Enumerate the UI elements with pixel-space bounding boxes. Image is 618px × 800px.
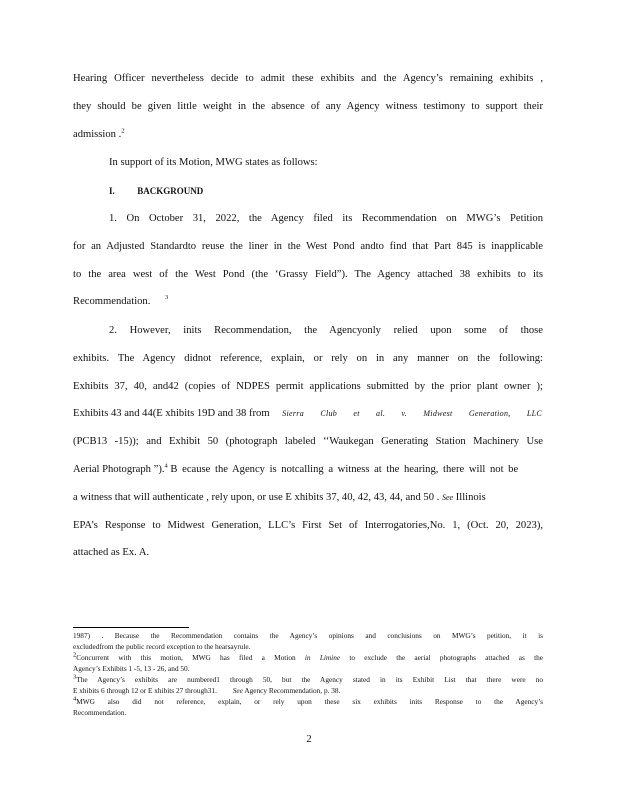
footnote-line: Agency’s Exhibits 1 -5, 13 - 26, and 50. [73,664,190,673]
section-heading [109,186,579,196]
body-line: admission .$^2$ [73,127,125,140]
body-line: attached as Ex. A. [73,547,150,558]
body-line: Exhibits 37, 40, and42 (copies of NDPES permit applications submitted by the prior plant owner ); [73,381,543,392]
section-title: BACKGROUND [137,186,204,196]
body-line: EPA’s Response to Midwest Generation, LLC’s First Set of Interrogatories,No. 1, (Oct. 20, 2023), [73,520,543,531]
footnote-ref: 2 [121,127,125,135]
footnote-line: $^4$MWG also did not reference, explain, or rely upon these six exhibits inits Response to the Agency’s [73,695,543,706]
footnote-line: $^2$Concurrent with this motion, MWG has filed a Motion in Limine to exclude the aerial photographs attached as the [73,651,544,662]
footnote-line: 1987) . Because the Recommendation contains the Agency’s opinions and conclusions on MWG’s petition, it is [73,631,543,640]
body-line: Hearing Officer nevertheless decide to admit these exhibits and the Agency’s remaining exhibits , [73,73,543,84]
body-line: 1. On October 31, 2022, the Agency filed its Recommendation on MWG’s Petition [109,213,543,224]
body-line: Aerial Photograph ”).$^4$ B ecause the Agency is notcalling a witness at the hearing, there will not be [73,462,519,475]
body-line: 2. However, inits Recommendation, the Agencyonly relied upon some of those [109,325,543,336]
footnote-line: $^3$The Agency’s exhibits are numbered1 through 50, but the Agency stated in its Exhibit List that there were no [73,673,543,684]
body-line: (PCB13 -15)); and Exhibit 50 (photograph labeled ‘‘Waukegan Generating Station Machinery Use [73,436,543,447]
footnote-line: excludedfrom the public record exception to the hearsayrule. [73,642,251,651]
body-line: Recommendation. $^3$ [73,294,169,307]
section-number: I. [109,186,115,196]
footnote-number: 2 [73,651,77,659]
footnote-separator [73,627,189,628]
signal-see: See [441,493,454,502]
body-line: exhibits. The Agency didnot reference, explain, or rely on in any manner on the following: [73,353,543,364]
case-citation: Sierra Club et al. v. Midwest Generation, LLC [282,409,543,418]
body-line: a witness that will authenticate , rely upon, or use E xhibits 37, 40, 42, 43, 44, and 50 . See Illinois [73,492,486,503]
footnote-ref: 4 [164,462,168,470]
footnote-ref: 3 [165,294,169,302]
footnote-line: E xhibits 6 through 12 or E xhibits 27 through31. See Agency Recommendation, p. 38. [73,686,341,695]
footnote-italic: See [232,686,243,695]
body-line: In support of its Motion, MWG states as follows: [109,157,318,168]
body-line: for an Adjusted Standardto reuse the liner in the West Pond andto find that Part 845 is inapplicable [73,241,543,252]
footnote-number: 3 [73,673,77,681]
page-number: 2 [306,734,312,745]
footnote-number: 4 [73,695,77,703]
body-line: they should be given little weight in the absence of any Agency witness testimony to support their [73,101,543,112]
footnote-italic: in Limine [304,653,341,662]
body-line: to the area west of the West Pond (the ‘Grassy Field”). The Agency attached 38 exhibits to its [73,269,543,280]
footnote-line: Recommendation. [73,708,127,717]
body-line: Exhibits 43 and 44(E xhibits 19D and 38 from Sierra Club et al. v. Midwest Generation, LLC [73,408,543,419]
